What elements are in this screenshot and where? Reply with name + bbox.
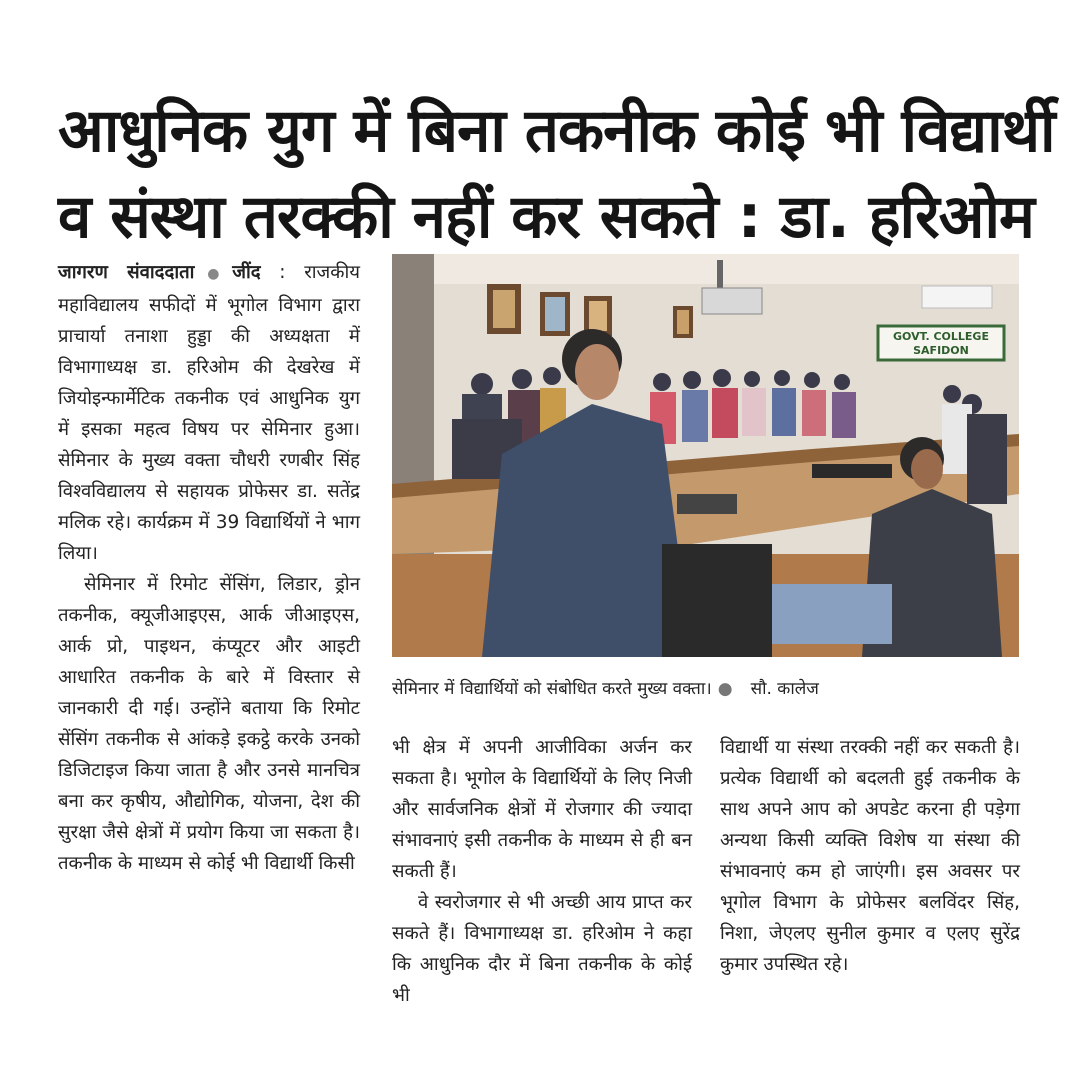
- paragraph-3: भी क्षेत्र में अपनी आजीविका अर्जन कर सकता है। भूगोल के विद्यार्थियों के लिए निजी और सार्वजनिक क्षेत्रों में रोजगार की ज्यादा संभावनाएं इसी तकनीक के माध्यम से ही बन सकती हैं।: [392, 737, 692, 882]
- caption-text: सेमिनार में विद्यार्थियों को संबोधित करते मुख्य वक्ता।: [392, 679, 712, 699]
- dateline: जींद: [232, 262, 261, 283]
- caption-bullet-icon: ●: [717, 679, 733, 699]
- byline: जागरण संवाददाता: [58, 262, 195, 283]
- sign-line-2: SAFIDON: [913, 344, 969, 357]
- seminar-photo: [392, 254, 1019, 657]
- paragraph-2: सेमिनार में रिमोट सेंसिंग, लिडार, ड्रोन तकनीक, क्यूजीआइएस, आर्क जीआइएस, आर्क प्रो, पाइथन, कंप्यूटर और आइटी आधारित तकनीक के बारे में विस्तार से जानकारी दी गई। उन्होंने बताया कि रिमोट सेंसिंग तकनीक से आंकड़े इकट्ठे करके उनको डिजिटाइज किया जाता है और उनसे मानचित्र बना कर कृषीय, औद्योगिक, योजना, देश की सुरक्षा जैसे क्षेत्रों में प्रयोग किया जा सकता है। तकनीक के माध्यम से कोई भी विद्यार्थी किसी: [58, 574, 360, 874]
- article-column-2: [392, 732, 692, 1011]
- headline-line-2: व संस्था तरक्की नहीं कर सकते : डा. हरिओम: [58, 182, 1034, 252]
- photo-credit: सौ. कालेज: [750, 679, 819, 699]
- byline-dot-icon: ●: [194, 266, 233, 282]
- paragraph-5: विद्यार्थी या संस्था तरक्की नहीं कर सकती है। प्रत्येक विद्यार्थी को बदलती हुई तकनीक के साथ अपने आप को अपडेट करना ही पड़ेगा अन्यथा किसी व्यक्ति विशेष या संस्था की संभावनाएं कम हो जाएंगी। इस अवसर पर भूगोल विभाग के प्रोफेसर बलविंदर सिंह, निशा, जेएलए सुनील कुमार व एलए सुरेंद्र कुमार उपस्थित रहे।: [720, 737, 1020, 975]
- sign-line-1: GOVT. COLLEGE: [893, 330, 989, 343]
- lead-text: राजकीय महाविद्यालय सफीदों में भूगोल विभाग द्वारा प्राचार्या तनाशा हुड्डा की अध्यक्षता में विभागाध्यक्ष डा. हरिओम की देखरेख में जियोइन्फार्मेटिक तकनीक एवं आधुनिक युग में इसका महत्व विषय पर सेमिनार हुआ। सेमिनार के मुख्य वक्ता चौधरी रणबीर सिंह विश्वविद्यालय से सहायक प्रोफेसर डा. सतेंद्र मलिक रहे। कार्यक्रम में 39 विद्यार्थियों ने भाग लिया।: [58, 262, 361, 564]
- lead-paragraph: जागरण संवाददाता●जींद : राजकीय महाविद्यालय सफीदों में भूगोल विभाग द्वारा प्राचार्या तनाशा हुड्डा की अध्यक्षता में विभागाध्यक्ष डा. हरिओम की देखरेख में जियोइन्फार्मेटिक तकनीक एवं आधुनिक युग में इसका महत्व विषय पर सेमिनार हुआ। सेमिनार के मुख्य वक्ता चौधरी रणबीर सिंह विश्वविद्यालय से सहायक प्रोफेसर डा. सतेंद्र मलिक रहे। कार्यक्रम में 39 विद्यार्थियों ने भाग लिया।: [58, 262, 361, 564]
- article-column-3: [720, 732, 1020, 980]
- headline-line-1: आधुनिक युग में बिना तकनीक कोई भी विद्यार्थी: [58, 96, 1055, 166]
- article-column-1: [58, 257, 360, 879]
- paragraph-4: वे स्वरोजगार से भी अच्छी आय प्राप्त कर सकते हैं। विभागाध्यक्ष डा. हरिओम ने कहा कि आधुनिक दौर में बिना तकनीक के कोई भी: [392, 892, 692, 1006]
- photo-caption: [392, 676, 1019, 699]
- headline: [58, 88, 1055, 260]
